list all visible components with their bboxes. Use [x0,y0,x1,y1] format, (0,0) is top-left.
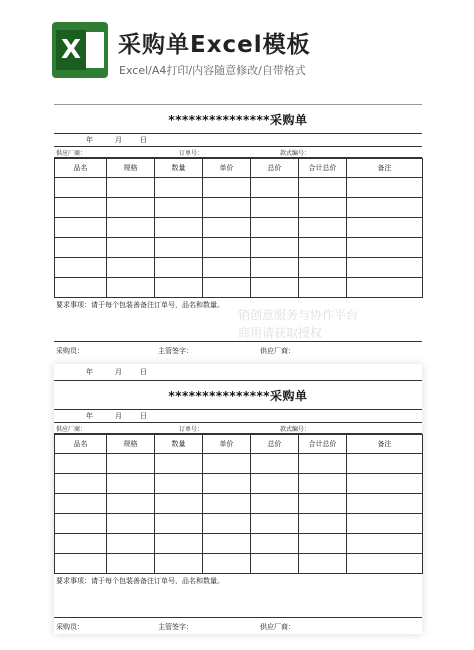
order-table [54,158,423,298]
table-cell[interactable] [203,554,251,574]
table-cell[interactable] [55,178,107,198]
table-cell[interactable] [107,514,155,534]
table-cell[interactable] [55,238,107,258]
table-cell[interactable] [347,258,423,278]
date-year: 年 [86,412,93,420]
signature-row [54,618,422,634]
table-cell[interactable] [107,198,155,218]
table-cell[interactable] [299,198,347,218]
table-row [55,238,423,258]
page-title: 采购单Excel模板 [118,32,311,58]
col-total: 总价 [251,159,299,178]
table-cell[interactable] [347,238,423,258]
table-cell[interactable] [107,218,155,238]
table-cell[interactable] [251,198,299,218]
date-month: 月 [115,136,122,144]
table-cell[interactable] [299,178,347,198]
table-cell[interactable] [347,494,423,514]
date-year: 年 [86,368,93,376]
table-cell[interactable] [251,474,299,494]
header [0,0,474,100]
watermark-line-1: 销创意服务与协作平台 [238,308,359,322]
table-cell[interactable] [203,534,251,554]
table-cell[interactable] [251,238,299,258]
table-cell[interactable] [251,178,299,198]
table-cell[interactable] [107,474,155,494]
date-row [54,364,422,381]
requirements-text: 要求事项：请于每个包装善备注订单号，品名和数量。 [54,298,422,342]
table-row [55,534,423,554]
table-cell[interactable] [55,218,107,238]
col-grand-total: 合计总价 [299,159,347,178]
supplier-sign-label: 供应厂商： [260,347,295,355]
table-cell[interactable] [55,534,107,554]
table-row [55,494,423,514]
date-day: 日 [140,412,147,420]
supplier-sign-label: 供应厂商： [260,623,295,631]
table-cell[interactable] [155,494,203,514]
watermark-line-2: 商用请获取授权 [238,326,323,340]
col-grand-total: 合计总价 [299,435,347,454]
page-subtitle: Excel/A4打印/内容随意修改/自带格式 [119,64,306,77]
excel-logo-icon [52,22,108,78]
table-cell[interactable] [299,238,347,258]
purchase-order-sheet-1 [54,104,422,358]
table-cell[interactable] [155,454,203,474]
table-cell[interactable] [251,554,299,574]
col-total: 总价 [251,435,299,454]
col-name: 品名 [55,159,107,178]
table-cell[interactable] [203,238,251,258]
table-cell[interactable] [203,454,251,474]
col-remark: 备注 [347,435,423,454]
table-cell[interactable] [203,218,251,238]
buyer-label: 采购员： [56,623,84,631]
table-row [55,554,423,574]
col-unit-price: 单价 [203,435,251,454]
table-cell[interactable] [155,514,203,534]
table-cell[interactable] [107,554,155,574]
table-cell[interactable] [107,534,155,554]
order-table [54,434,423,574]
table-cell[interactable] [347,554,423,574]
table-row [55,514,423,534]
table-cell[interactable] [251,534,299,554]
info-row [54,147,422,158]
logo-grid [86,32,104,68]
sheet-title: ***************采购单 [54,105,422,134]
table-row [55,178,423,198]
table-cell[interactable] [55,554,107,574]
table-cell[interactable] [203,278,251,298]
date-day: 日 [140,368,147,376]
col-unit-price: 单价 [203,159,251,178]
table-cell[interactable] [107,494,155,514]
table-cell[interactable] [107,454,155,474]
table-cell[interactable] [107,258,155,278]
col-name: 品名 [55,435,107,454]
sheet-title: ***************采购单 [54,381,422,410]
date-month: 月 [115,412,122,420]
table-cell[interactable] [155,474,203,494]
table-cell[interactable] [251,258,299,278]
table-cell[interactable] [251,218,299,238]
table-cell[interactable] [347,514,423,534]
date-row [54,410,422,423]
col-spec: 规格 [107,435,155,454]
table-cell[interactable] [299,554,347,574]
table-cell[interactable] [155,238,203,258]
order-no-label: 订单号： [179,426,204,433]
table-cell[interactable] [347,218,423,238]
table-cell[interactable] [299,534,347,554]
table-header-row [55,159,423,178]
table-cell[interactable] [55,278,107,298]
table-row [55,278,423,298]
col-qty: 数量 [155,435,203,454]
table-cell[interactable] [299,278,347,298]
buyer-label: 采购员： [56,347,84,355]
table-cell[interactable] [55,474,107,494]
col-remark: 备注 [347,159,423,178]
table-cell[interactable] [155,178,203,198]
col-qty: 数量 [155,159,203,178]
table-cell[interactable] [55,494,107,514]
table-cell[interactable] [203,494,251,514]
table-cell[interactable] [299,494,347,514]
date-month: 月 [115,368,122,376]
table-cell[interactable] [251,278,299,298]
table-cell[interactable] [155,258,203,278]
table-cell[interactable] [347,198,423,218]
table-header-row [55,435,423,454]
table-cell[interactable] [203,514,251,534]
requirements-text: 要求事项：请于每个包装善备注订单号，品名和数量。 [54,574,422,618]
table-cell[interactable] [55,198,107,218]
table-cell[interactable] [203,258,251,278]
order-no-label: 订单号： [179,150,204,157]
table-row [55,218,423,238]
table-cell[interactable] [299,218,347,238]
table-cell[interactable] [299,514,347,534]
table-cell[interactable] [55,258,107,278]
table-cell[interactable] [347,454,423,474]
supervisor-label: 主管签字： [158,623,193,631]
table-cell[interactable] [347,474,423,494]
table-cell[interactable] [203,198,251,218]
table-cell[interactable] [55,454,107,474]
table-row [55,474,423,494]
table-cell[interactable] [347,534,423,554]
table-cell[interactable] [299,454,347,474]
info-row [54,423,422,434]
date-year: 年 [86,136,93,144]
supplier-label: 供应厂商： [56,150,87,157]
table-cell[interactable] [203,474,251,494]
signature-row [54,342,422,358]
table-cell[interactable] [251,454,299,474]
col-spec: 规格 [107,159,155,178]
table-cell[interactable] [55,514,107,534]
table-cell[interactable] [251,494,299,514]
table-cell[interactable] [347,278,423,298]
table-cell[interactable] [107,178,155,198]
style-no-label: 款式编号： [280,150,311,157]
table-cell[interactable] [107,278,155,298]
supplier-label: 供应厂商： [56,426,87,433]
table-cell[interactable] [203,178,251,198]
style-no-label: 款式编号： [280,426,311,433]
table-cell[interactable] [155,198,203,218]
table-cell[interactable] [155,534,203,554]
table-cell[interactable] [155,278,203,298]
table-row [55,454,423,474]
date-day: 日 [140,136,147,144]
table-cell[interactable] [107,238,155,258]
table-row [55,198,423,218]
table-cell[interactable] [155,218,203,238]
table-cell[interactable] [299,474,347,494]
logo-letter: X [56,30,86,70]
table-cell[interactable] [155,554,203,574]
purchase-order-sheet-2 [54,364,422,634]
table-cell[interactable] [299,258,347,278]
date-row [54,134,422,147]
supervisor-label: 主管签字： [158,347,193,355]
table-row [55,258,423,278]
table-cell[interactable] [347,178,423,198]
table-cell[interactable] [251,514,299,534]
